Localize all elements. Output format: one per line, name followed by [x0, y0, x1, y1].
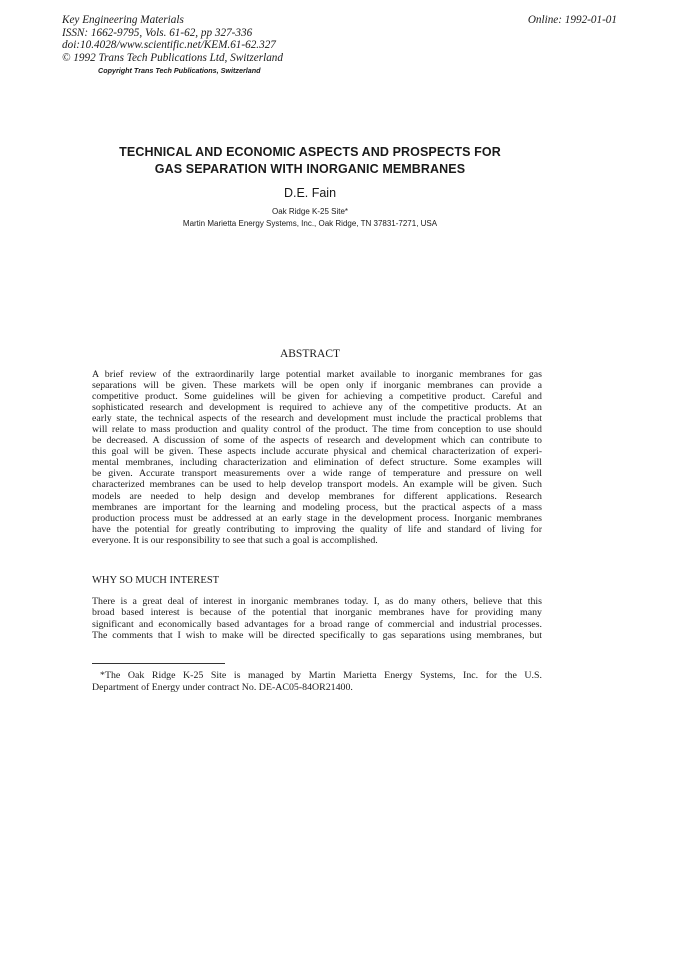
issn-line[interactable]: ISSN: 1662-9795, Vols. 61-62, pp 327-336 [62, 26, 253, 39]
body-line: broad based interest is because of the potential that inorganic membranes have for providing many [92, 607, 542, 619]
abstract-line: will relate to mass production and quality control of the product. The time from conception to use should [92, 424, 542, 436]
abstract-line: have the potential for greatly contributing to improving the quality of life and standard of living for [92, 523, 542, 535]
publication-info [62, 14, 283, 78]
section-body-text [92, 596, 542, 642]
journal-name: Key Engineering Materials [62, 14, 184, 26]
affiliation-line: Martin Marietta Energy Systems, Inc., Oak Ridge, TN 37831-7271, USA [182, 218, 438, 228]
abstract-text [92, 369, 542, 546]
footnote-line: Department of Energy under contract No. DE-AC05-84OR21400. [92, 682, 353, 693]
footnote-line: *The Oak Ridge K-25 Site is managed by Martin Marietta Energy Systems, Inc. for the U.S. [100, 670, 542, 681]
abstract-line: production process must be addressed at an early stage in the development process. Inorganic membranes [92, 512, 542, 524]
abstract-line: sophisticated research and development is required to achieve any of the competitive products. At an [92, 402, 542, 414]
abstract-line: this goal will be given. These aspects include accurate physical and chemical characterization of experi- [92, 446, 542, 458]
copyright-stamp: Copyright Trans Tech Publications, Switzerland [98, 66, 261, 75]
section-heading: WHY SO MUCH INTEREST [92, 575, 220, 586]
abstract-line: competitive product. Some guidelines will be given for achieving a competitive product. Careful and [92, 391, 542, 403]
affiliation [100, 206, 520, 229]
doi-link[interactable]: doi:10.4028/www.scientific.net/KEM.61-62.327 [62, 39, 276, 51]
author-name: D.E. Fain [283, 186, 337, 200]
title-line: TECHNICAL AND ECONOMIC ASPECTS AND PROSPECTS FOR [119, 145, 501, 159]
abstract-line: membranes are important for the learning and modeling process, but the practical aspects of a mass [92, 501, 542, 513]
paper-title [100, 144, 520, 178]
abstract-line: A brief review of the extraordinarily large potential market available to inorganic membranes for gas [92, 369, 542, 380]
body-line: The comments that I wish to make will be directed specifically to gas separations using membranes, but [92, 630, 542, 642]
abstract-line: separations will be given. These markets will be open only if inorganic membranes can provide a [92, 380, 542, 392]
abstract-line: characterized membranes can be used to help develop transport models. An example will be given. Such [92, 479, 542, 491]
abstract-line: mental membranes, including characterization and elimination of defect structure. Some examples will [92, 457, 542, 469]
body-line: There is a great deal of interest in inorganic membranes today. I, as do many others, believe that this [92, 596, 542, 607]
affiliation-line: Oak Ridge K-25 Site* [271, 207, 349, 216]
abstract-line: early state, the technical aspects of the research and development must include the practical problems that [92, 413, 542, 425]
abstract-line: be decreased. A discussion of some of the aspects of research and development which can contribute to [92, 435, 542, 447]
body-line: significant and economically based advantages for a broad range of commercial and industrial processes. [92, 618, 542, 630]
footnote-divider [92, 663, 225, 664]
abstract-line: models are needed to help design and develop membranes for different applications. Research [92, 490, 542, 502]
footnote [92, 670, 542, 694]
abstract-line: everyone. It is our responsibility to see that such a goal is accomplished. [92, 534, 378, 546]
title-line: GAS SEPARATION WITH INORGANIC MEMBRANES [154, 162, 466, 176]
abstract-heading: ABSTRACT [279, 348, 341, 360]
copyright-line: © 1992 Trans Tech Publications Ltd, Switzerland [62, 51, 283, 64]
online-date: Online: 1992-01-01 [527, 14, 617, 26]
abstract-line: be given. Accurate transport measurements over a wide range of temperature and pressure on well [92, 468, 542, 480]
